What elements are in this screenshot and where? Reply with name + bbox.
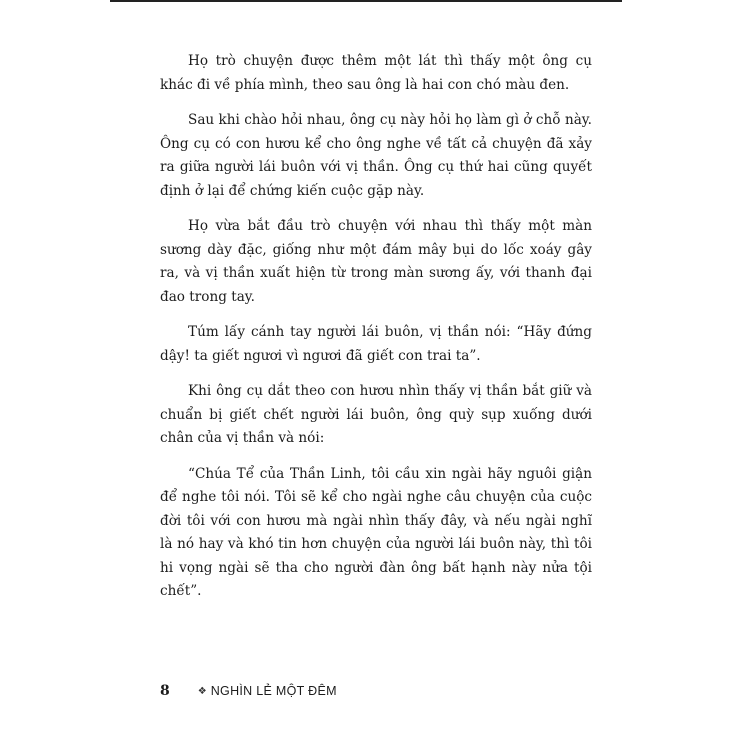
body-text — [160, 50, 592, 616]
top-rule — [110, 0, 622, 2]
paragraph-3: Họ vừa bắt đầu trò chuyện với nhau thì thấy một màn sương dày đặc, giống như một đám mây bụi do lốc xoáy gây ra, và vị thần xuất hiện từ trong màn sương ấy, với thanh đại đao trong tay. — [160, 218, 592, 305]
paragraph-6: “Chúa Tể của Thần Linh, tôi cầu xin ngài hãy nguôi giận để nghe tôi nói. Tôi sẽ kể cho ngài nghe câu chuyện của cuộc đời tôi với con hươu mà ngài nhìn thấy đây, và nếu ngài nghĩ là nó hay và khó tin hơn chuyện của người lái buôn này, thì tôi hi vọng ngài sẽ tha cho người đàn ông bất hạnh này nửa tội chết”. — [160, 465, 592, 599]
paragraph-4: Túm lấy cánh tay người lái buôn, vị thần nói: “Hãy đứng dậy! ta giết ngươi vì ngươi đã giết con trai ta”. — [160, 324, 592, 364]
book-title: NGHÌN LẺ MỘT ĐÊM — [210, 684, 337, 698]
page-number: 8 — [160, 683, 170, 699]
diamond-ornament-icon: ❖ — [197, 685, 207, 697]
paragraph-1: Họ trò chuyện được thêm một lát thì thấy một ông cụ khác đi về phía mình, theo sau ông là hai con chó màu đen. — [160, 53, 592, 93]
paragraph-2: Sau khi chào hỏi nhau, ông cụ này hỏi họ làm gì ở chỗ này. Ông cụ có con hươu kể cho ông nghe về tất cả chuyện đã xảy ra giữa người lái buôn với vị thần. Ông cụ thứ hai cũng quyết định ở lại để chứng kiến cuộc gặp này. — [160, 112, 592, 199]
paragraph-5: Khi ông cụ dắt theo con hươu nhìn thấy vị thần bắt giữ và chuẩn bị giết chết người lái buôn, ông quỳ sụp xuống dưới chân của vị thần và nói: — [160, 383, 592, 446]
page-footer — [160, 681, 337, 701]
